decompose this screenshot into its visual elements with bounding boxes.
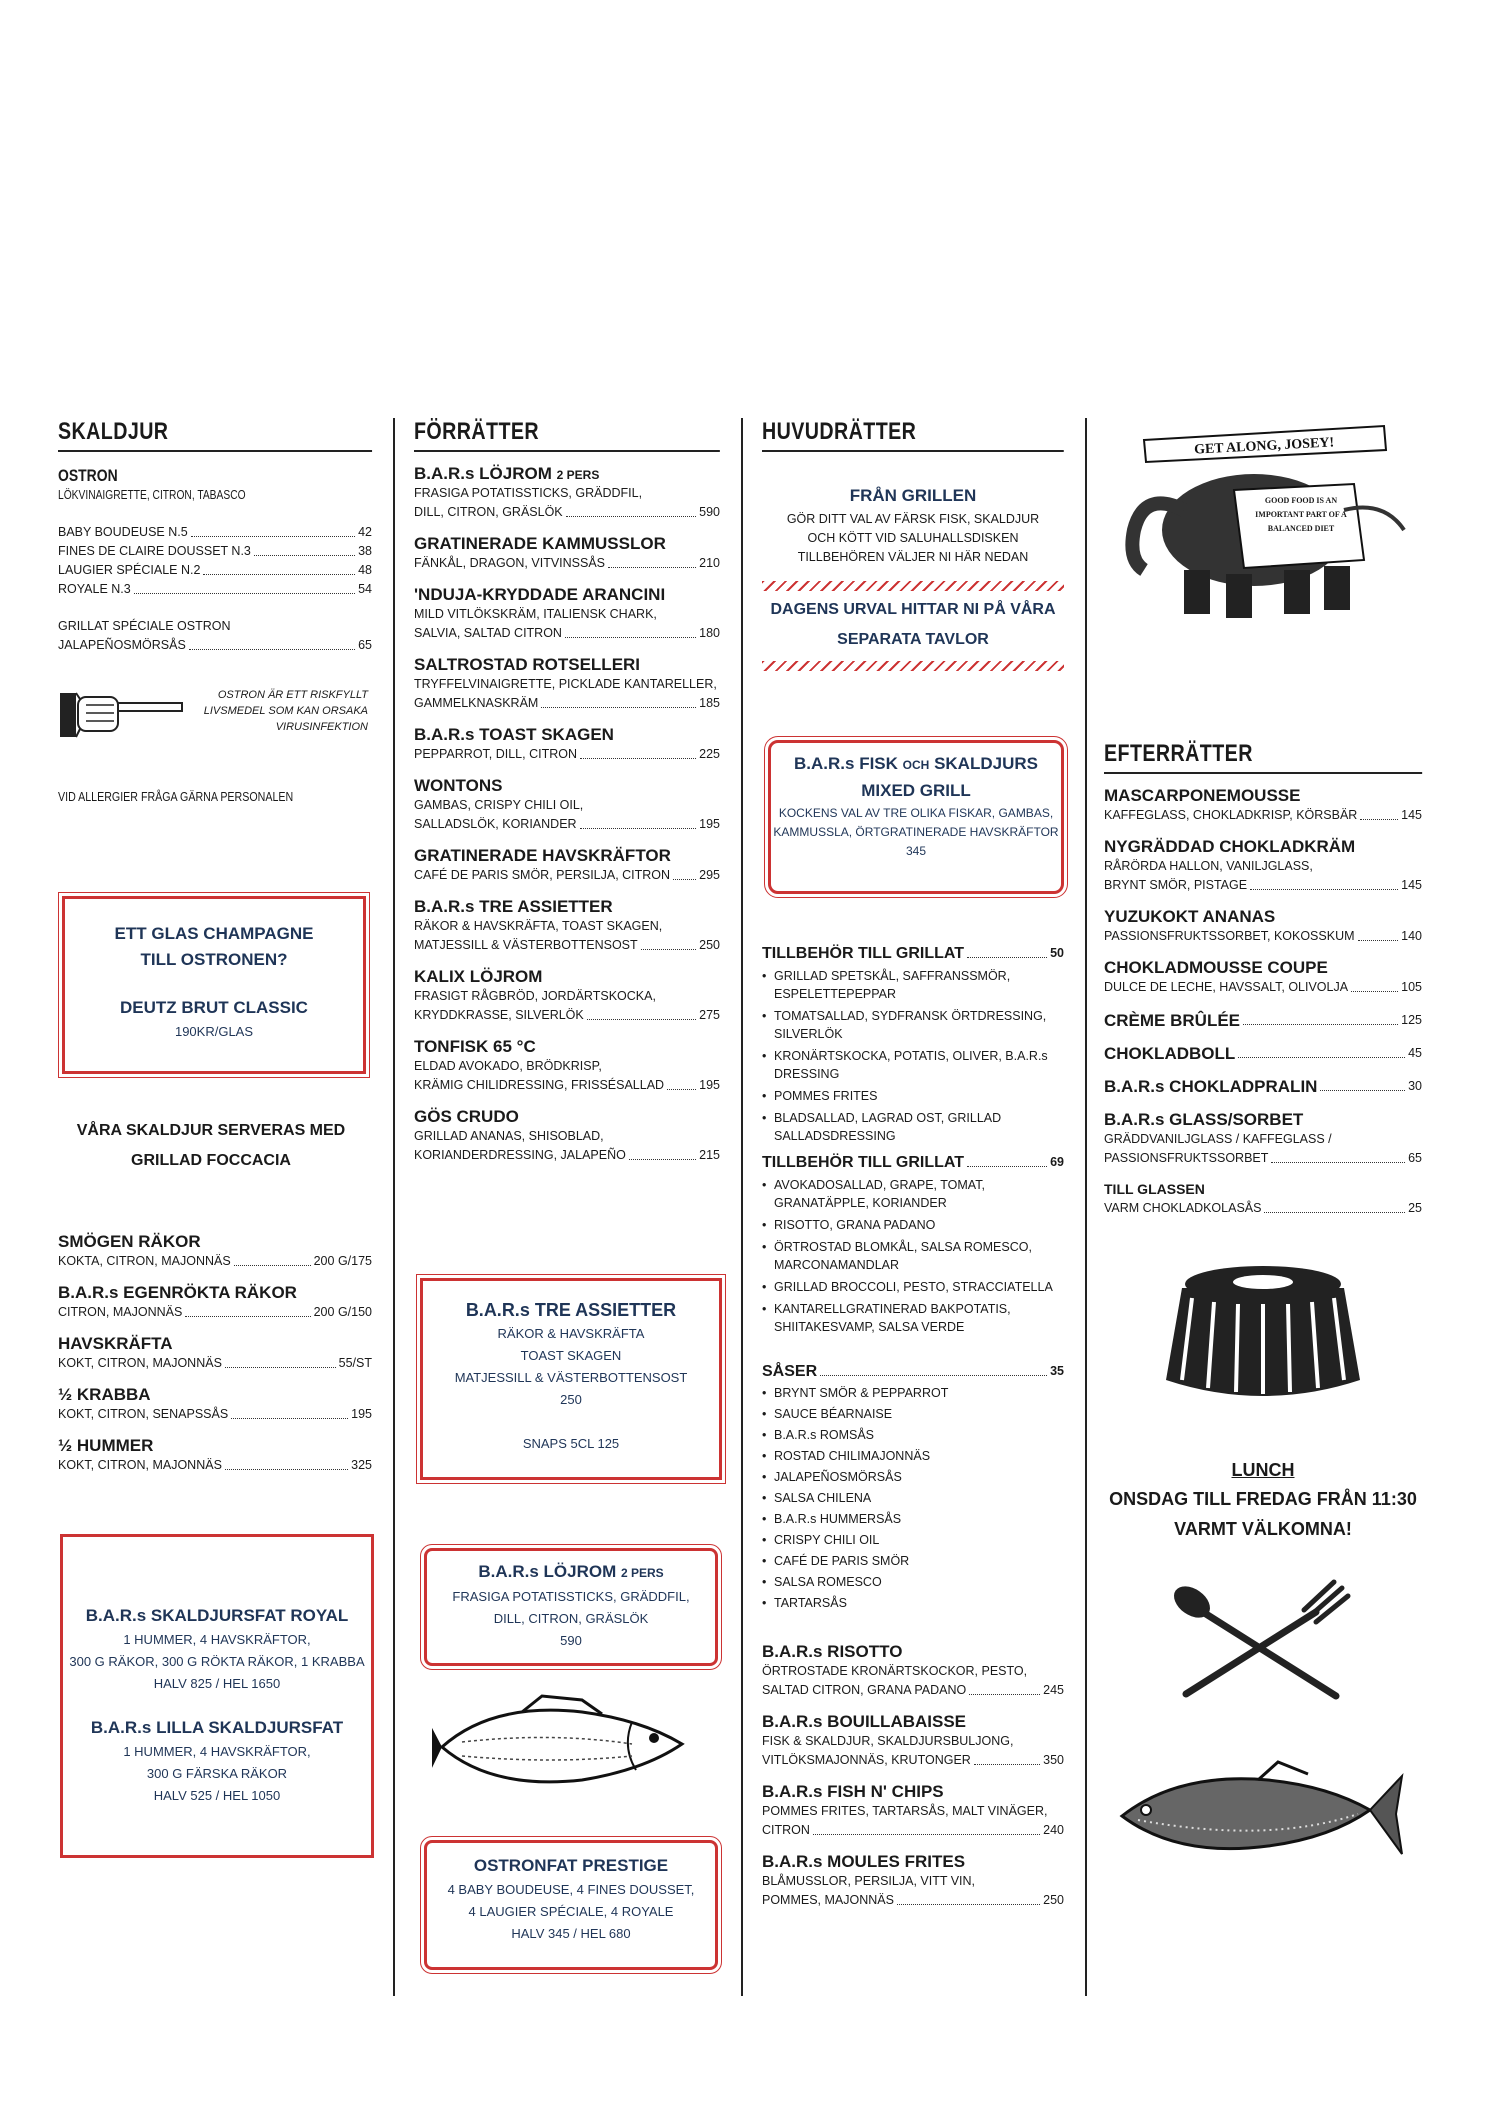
item-row: MATJESSILL & VÄSTERBOTTENSOST 250 — [414, 938, 720, 952]
item-name: ½ HUMMER — [58, 1436, 154, 1455]
item-name: HAVSKRÄFTA — [58, 1334, 173, 1353]
ostron-desc: LÖKVINAIGRETTE, CITRON, TABASCO — [58, 488, 246, 502]
item-desc: GAMBAS, CRISPY CHILI OIL, — [414, 798, 584, 812]
fat-lilla-price: HALV 525 / HEL 1050 — [153, 1788, 281, 1803]
list-item: • KRONÄRTSKOCKA, POTATIS, OLIVER, B.A.R.s DRESSING — [762, 1047, 1064, 1083]
item-name: ½ KRABBA — [58, 1385, 151, 1404]
column-forratter — [414, 418, 720, 1165]
column-huvudratter — [762, 418, 1064, 671]
lunch-title: LUNCH — [1231, 1460, 1295, 1480]
box-line: DILL, CITRON, GRÄSLÖK — [493, 1611, 649, 1626]
item-row: VARM CHOKLADKOLASÅS 25 — [1104, 1201, 1422, 1215]
ostronfat-box — [424, 1840, 718, 1970]
item-row: DILL, CITRON, GRÄSLÖK 590 — [414, 505, 720, 519]
item-name: TONFISK 65 °C — [414, 1037, 536, 1056]
list-item: • ÖRTROSTAD BLOMKÅL, SALSA ROMESCO, MARCONAMANDLAR — [762, 1238, 1064, 1274]
divider-2 — [741, 418, 743, 1996]
section-title-efterratter: EFTERRÄTTER — [1104, 740, 1422, 774]
list-item: • GRILLAD BROCCOLI, PESTO, STRACCIATELLA — [762, 1278, 1064, 1296]
mixed-subtitle: MIXED GRILL — [861, 781, 971, 800]
item-desc: GRILLAD ANANAS, SHISOBLAD, — [414, 1129, 604, 1143]
list-item: • TOMATSALLAD, SYDFRANSK ÖRTDRESSING, SILVERLÖK — [762, 1007, 1064, 1043]
item-row: KRÄMIG CHILIDRESSING, FRISSÉSALLAD 195 — [414, 1078, 720, 1092]
item-row: PASSIONSFRUKTSSORBET 65 — [1104, 1151, 1422, 1165]
ostron-row: FINES DE CLAIRE DOUSSET N.3 38 — [58, 544, 372, 558]
fat-royal-line: 1 HUMMER, 4 HAVSKRÄFTOR, — [123, 1632, 311, 1647]
column-skaldjur — [58, 418, 372, 807]
ostron-title: OSTRON — [58, 466, 118, 485]
section-title-forratter: FÖRRÄTTER — [414, 418, 720, 452]
item-name: GRATINERADE HAVSKRÄFTOR — [414, 846, 671, 865]
item-row: BRYNT SMÖR, PISTAGE 145 — [1104, 878, 1422, 892]
lojrom-box — [424, 1548, 718, 1666]
box-line: TOAST SKAGEN — [520, 1348, 622, 1363]
box-line: FRASIGA POTATISSTICKS, GRÄDDFIL, — [452, 1589, 690, 1604]
item-desc: FRASIGA POTATISSTICKS, GRÄDDFIL, — [414, 486, 643, 500]
list-item: • BRYNT SMÖR & PEPPARROT — [762, 1384, 1064, 1402]
item-name: B.A.R.s TRE ASSIETTER — [414, 897, 613, 916]
huvudratter-lists — [762, 944, 1064, 1910]
pointing-hand-icon — [58, 679, 188, 743]
list-item: • TARTARSÅS — [762, 1594, 1064, 1612]
item-row: POMMES, MAJONNÄS 250 — [762, 1893, 1064, 1907]
item-desc: MILD VITLÖKSKRÄM, ITALIENSK CHARK, — [414, 607, 657, 621]
item-row: KOKT, CITRON, MAJONNÄS 55/ST — [58, 1356, 372, 1370]
box-price: HALV 345 / HEL 680 — [511, 1926, 631, 1941]
fat-royal-price: HALV 825 / HEL 1650 — [153, 1676, 281, 1691]
divider-1 — [393, 418, 395, 1996]
box-title: OSTRONFAT PRESTIGE — [473, 1856, 669, 1875]
item-desc: FISK & SKALDJUR, SKALDJURSBULJONG, — [762, 1734, 1014, 1748]
item-name: WONTONS — [414, 776, 503, 795]
box-line: MATJESSILL & VÄSTERBOTTENSOST — [454, 1370, 688, 1385]
item-row: KAFFEGLASS, CHOKLADKRISP, KÖRSBÄR 145 — [1104, 808, 1422, 822]
short-item-row: B.A.R.s CHOKLADPRALIN 30 — [1104, 1077, 1422, 1096]
item-desc: BLÅMUSSLOR, PERSILJA, VITT VIN, — [762, 1874, 976, 1888]
item-row: PASSIONSFRUKTSSORBET, KOKOSSKUM 140 — [1104, 929, 1422, 943]
lunch-block — [1104, 1456, 1422, 1544]
list-item: • POMMES FRITES — [762, 1087, 1064, 1105]
item-name: SALTROSTAD ROTSELLERI — [414, 655, 641, 674]
item-desc: GRÄDDVANILJGLASS / KAFFEGLASS / — [1104, 1132, 1332, 1146]
item-name: B.A.R.s BOUILLABAISSE — [762, 1712, 967, 1731]
list-item: • B.A.R.s HUMMERSÅS — [762, 1510, 1064, 1528]
item-row: CITRON 240 — [762, 1823, 1064, 1837]
grill-line: OCH KÖTT VID SALUHALLSDISKEN — [807, 531, 1019, 545]
grillat-title: GRILLAT SPÉCIALE OSTRON — [58, 619, 231, 633]
grillat-row: JALAPEÑOSMÖRSÅS 65 — [58, 638, 372, 652]
ostron-list — [58, 523, 372, 599]
grill-title: FRÅN GRILLEN — [849, 486, 977, 505]
fat-lilla-line: 300 G FÄRSKA RÄKOR — [146, 1766, 288, 1781]
ostron-row: BABY BOUDEUSE N.5 42 — [58, 525, 372, 539]
item-name: SMÖGEN RÄKOR — [58, 1232, 201, 1251]
item-row: CAFÉ DE PARIS SMÖR, PERSILJA, CITRON 295 — [414, 868, 720, 882]
list-item: • SAUCE BÉARNAISE — [762, 1405, 1064, 1423]
fish-bass-icon — [432, 1692, 692, 1802]
mixed-title: B.A.R.s FISK — [794, 754, 898, 773]
grill-line: TILLBEHÖREN VÄLJER NI HÄR NEDAN — [797, 550, 1029, 564]
list-item: • RISOTTO, GRANA PADANO — [762, 1216, 1064, 1234]
mixed-line: KOCKENS VAL AV TRE OLIKA FISKAR, GAMBAS, — [778, 806, 1054, 820]
section-title-huvudratter: HUVUDRÄTTER — [762, 418, 1064, 452]
list-item: • GRILLAD SPETSKÅL, SAFFRANSSMÖR, ESPELETTEPEPPAR — [762, 967, 1064, 1003]
item-desc: TRYFFELVINAIGRETTE, PICKLADE KANTARELLER, — [414, 677, 717, 691]
champagne-box — [62, 896, 366, 1074]
jelly-mould-icon — [1152, 1262, 1374, 1408]
item-desc: RÅRÖRDA HALLON, VANILJGLASS, — [1104, 859, 1313, 873]
list-item: • BLADSALLAD, LAGRAD OST, GRILLAD SALLADSDRESSING — [762, 1109, 1064, 1145]
box-price: 590 — [560, 1633, 582, 1648]
box-line: 4 LAUGIER SPÉCIALE, 4 ROYALE — [468, 1904, 674, 1919]
item-row: KRYDDKRASSE, SILVERLÖK 275 — [414, 1008, 720, 1022]
banner-text: GET ALONG, JOSEY! — [1193, 435, 1335, 458]
item-row: SALVIA, SALTAD CITRON 180 — [414, 626, 720, 640]
champagne-price: 190KR/GLAS — [174, 1024, 254, 1039]
fat-lilla-line: 1 HUMMER, 4 HAVSKRÄFTOR, — [123, 1744, 311, 1759]
dagens-line: SEPARATA TAVLOR — [837, 631, 989, 648]
list-item: • CAFÉ DE PARIS SMÖR — [762, 1552, 1064, 1570]
box-line: RÄKOR & HAVSKRÄFTA — [497, 1326, 645, 1341]
item-name: B.A.R.s FISH N' CHIPS — [762, 1782, 944, 1801]
tillbehor-title-row: TILLBEHÖR TILL GRILLAT 50 — [762, 945, 1064, 962]
item-suffix: 2 PERS — [556, 468, 600, 482]
item-desc: ELDAD AVOKADO, BRÖDKRISP, — [414, 1059, 602, 1073]
box-line: 4 BABY BOUDEUSE, 4 FINES DOUSSET, — [447, 1882, 695, 1897]
item-row: FÄNKÅL, DRAGON, VITVINSSÅS 210 — [414, 556, 720, 570]
section-title-skaldjur: SKALDJUR — [58, 418, 372, 452]
item-name: GRATINERADE KAMMUSSLOR — [414, 534, 666, 553]
tillbehor-title-row: TILLBEHÖR TILL GRILLAT 69 — [762, 1154, 1064, 1171]
saser-title-row: SÅSER 35 — [762, 1363, 1064, 1380]
divider-3 — [1085, 418, 1087, 1996]
fat-royal-title: B.A.R.s SKALDJURSFAT ROYAL — [85, 1606, 349, 1625]
item-row: GAMMELKNASKRÄM 185 — [414, 696, 720, 710]
item-name: YUZUKOKT ANANAS — [1104, 907, 1276, 926]
warning-text: OSTRON ÄR ETT RISKFYLLT LIVSMEDEL SOM KAN ORSAKA VIRUSINFEKTION — [203, 689, 368, 733]
fat-royal-line: 300 G RÄKOR, 300 G RÖKTA RÄKOR, 1 KRABBA — [69, 1654, 365, 1669]
item-name: NYGRÄDDAD CHOKLADKRÄM — [1104, 837, 1356, 856]
list-item: • JALAPEÑOSMÖRSÅS — [762, 1468, 1064, 1486]
warning-block — [58, 679, 372, 743]
item-desc: POMMES FRITES, TARTARSÅS, MALT VINÄGER, — [762, 1804, 1048, 1818]
fat-lilla-title: B.A.R.s LILLA SKALDJURSFAT — [90, 1718, 344, 1737]
box-title: B.A.R.s TRE ASSIETTER — [465, 1300, 677, 1320]
ostron-row: LAUGIER SPÉCIALE N.2 48 — [58, 563, 372, 577]
short-item-row: CRÈME BRÛLÉE 125 — [1104, 1011, 1422, 1030]
skaldjursfat-box — [60, 1534, 374, 1858]
mixed-och: OCH — [902, 758, 930, 772]
item-row: PEPPARROT, DILL, CITRON 225 — [414, 747, 720, 761]
item-name: CHOKLADMOUSSE COUPE — [1104, 958, 1328, 977]
item-name: B.A.R.s GLASS/SORBET — [1104, 1110, 1304, 1129]
list-item: • SALSA CHILENA — [762, 1489, 1064, 1507]
list-item: • B.A.R.s ROMSÅS — [762, 1426, 1064, 1444]
focaccia-note: VÅRA SKALDJUR SERVERAS MED GRILLAD FOCCACIA — [76, 1122, 346, 1169]
item-name: B.A.R.s RISOTTO — [762, 1642, 903, 1661]
zigzag-divider — [762, 661, 1064, 671]
item-name: GÖS CRUDO — [414, 1107, 519, 1126]
item-row: KOKTA, CITRON, MAJONNÄS 200 G/175 — [58, 1254, 372, 1268]
item-name: KALIX LÖJROM — [414, 967, 543, 986]
box-snaps: SNAPS 5CL 125 — [522, 1436, 620, 1451]
item-name: B.A.R.s LÖJROM — [414, 464, 552, 483]
champagne-question: ETT GLAS CHAMPAGNE TILL OSTRONEN? — [114, 924, 314, 969]
item-row: CITRON, MAJONNÄS 200 G/150 — [58, 1305, 372, 1319]
ostron-row: ROYALE N.3 54 — [58, 582, 372, 596]
list-item: • SALSA ROMESCO — [762, 1573, 1064, 1591]
item-name: 'NDUJA-KRYDDADE ARANCINI — [414, 585, 666, 604]
item-row: VITLÖKSMAJONNÄS, KRUTONGER 350 — [762, 1753, 1064, 1767]
mixed-title: SKALDJURS — [934, 754, 1038, 773]
zigzag-divider — [762, 581, 1064, 591]
column-efterratter — [1104, 740, 1422, 1218]
blanket-text: GOOD FOOD IS AN IMPORTANT PART OF A BALANCED DIET — [1255, 496, 1347, 533]
mixed-grill-box — [768, 740, 1064, 894]
mixed-price: 345 — [905, 844, 927, 858]
lunch-line: ONSDAG TILL FREDAG FRÅN 11:30 — [1109, 1489, 1417, 1509]
item-name: B.A.R.s MOULES FRITES — [762, 1852, 966, 1871]
item-row: KOKT, CITRON, MAJONNÄS 325 — [58, 1458, 372, 1472]
list-item: • KANTARELLGRATINERAD BAKPOTATIS, SHIITAKESVAMP, SALSA VERDE — [762, 1300, 1064, 1336]
elephant-illustration-icon — [1114, 420, 1414, 630]
list-item: • ROSTAD CHILIMAJONNÄS — [762, 1447, 1064, 1465]
champagne-name: DEUTZ BRUT CLASSIC — [120, 998, 308, 1017]
item-desc: FRASIGT RÅGBRÖD, JORDÄRTSKOCKA, — [414, 989, 656, 1003]
item-name: B.A.R.s EGENRÖKTA RÄKOR — [58, 1283, 297, 1302]
fish-trout-icon — [1108, 1754, 1406, 1876]
item-row: SALTAD CITRON, GRANA PADANO 245 — [762, 1683, 1064, 1697]
dagens-line: DAGENS URVAL HITTAR NI PÅ VÅRA — [770, 601, 1056, 618]
mixed-line: KAMMUSSLA, ÖRTGRATINERADE HAVSKRÄFTOR — [773, 825, 1059, 839]
till-glassen-title: TILL GLASSEN — [1104, 1181, 1205, 1197]
item-desc: RÄKOR & HAVSKRÄFTA, TOAST SKAGEN, — [414, 919, 663, 933]
item-name: B.A.R.s TOAST SKAGEN — [414, 725, 614, 744]
grill-line: GÖR DITT VAL AV FÄRSK FISK, SKALDJUR — [786, 512, 1040, 526]
item-desc: ÖRTROSTADE KRONÄRTSKOCKOR, PESTO, — [762, 1664, 1028, 1678]
item-row: SALLADSLÖK, KORIANDER 195 — [414, 817, 720, 831]
box-price: 250 — [560, 1392, 582, 1407]
spoon-fork-icon — [1166, 1578, 1352, 1702]
item-row: DULCE DE LECHE, HAVSSALT, OLIVOLJA 105 — [1104, 980, 1422, 994]
short-item-row: CHOKLADBOLL 45 — [1104, 1044, 1422, 1063]
skaldjur-items — [58, 1232, 372, 1475]
item-row: KORIANDERDRESSING, JALAPEÑO 215 — [414, 1148, 720, 1162]
tre-assietter-box — [420, 1278, 722, 1480]
item-name: MASCARPONEMOUSSE — [1104, 786, 1301, 805]
list-item: • CRISPY CHILI OIL — [762, 1531, 1064, 1549]
list-item: • AVOKADOSALLAD, GRAPE, TOMAT, GRANATÄPPLE, KORIANDER — [762, 1176, 1064, 1212]
lunch-line: VARMT VÄLKOMNA! — [1174, 1519, 1352, 1539]
item-row: KOKT, CITRON, SENAPSSÅS 195 — [58, 1407, 372, 1421]
allergy-note: VID ALLERGIER FRÅGA GÄRNA PERSONALEN — [58, 789, 294, 804]
box-title: B.A.R.s LÖJROM — [478, 1562, 617, 1581]
box-suffix: 2 PERS — [620, 1566, 664, 1580]
